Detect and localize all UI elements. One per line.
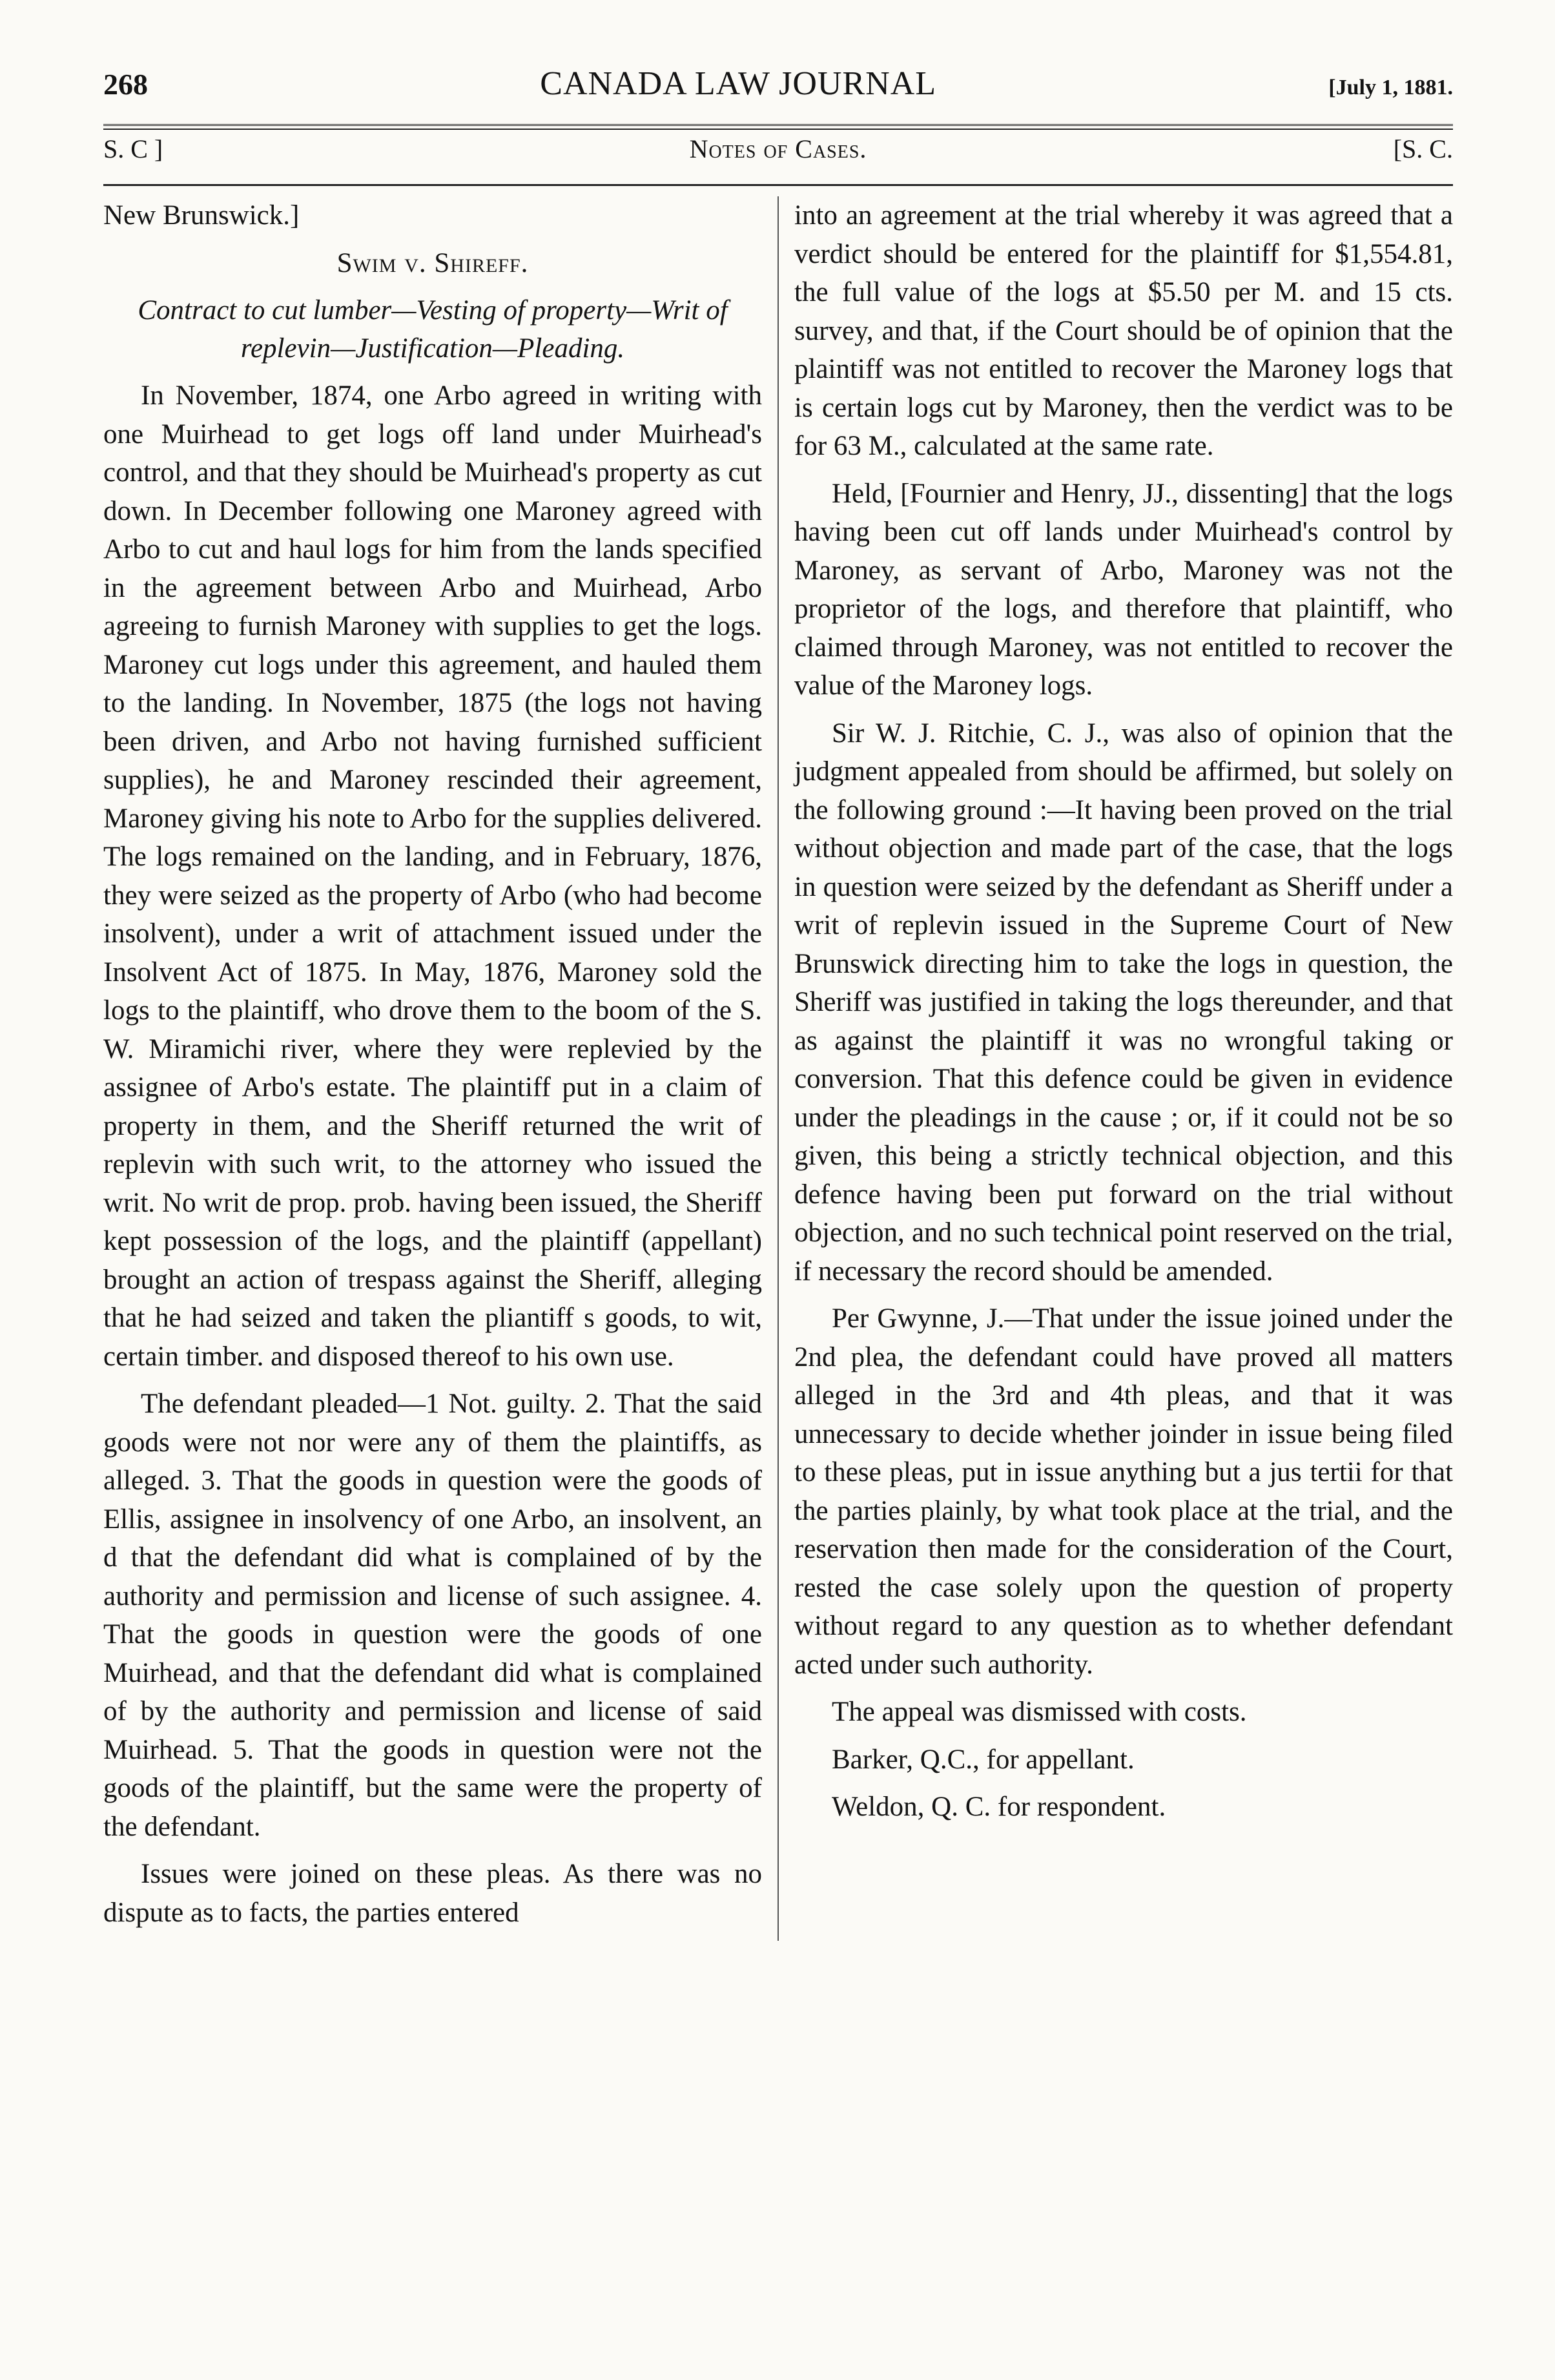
- section-rule: [103, 184, 1453, 186]
- section-header: [103, 130, 1453, 184]
- paragraph: Issues were joined on these pleas. As there was no dispute as to facts, the parties entered: [103, 1859, 762, 1928]
- page-number: 268: [103, 68, 148, 101]
- page-header: [103, 65, 1453, 124]
- right-column: [778, 196, 1453, 1941]
- case-source: New Brunswick.]: [103, 200, 300, 231]
- court-abbrev-right: [S. C.: [1393, 134, 1453, 163]
- counsel-line: Weldon, Q. C. for respondent.: [832, 1792, 1166, 1822]
- paragraph: The appeal was dismissed with costs.: [832, 1697, 1247, 1727]
- case-headnote: Contract to cut lumber—Vesting of property—Writ of replevin—Justification—Pleading.: [138, 295, 728, 364]
- paragraph: Sir W. J. Ritchie, C. J., was also of opinion that the judgment appealed from should be affirmed, but solely on the following ground :—It having been proved on the trial without objection and made part of the case, that the logs in question were seized by the defendant as Sheriff under a writ of replevin issued in the Supreme Court of New Brunswick directing him to take the logs in question, the Sheriff was justified in taking the logs thereunder, and that as against the plaintiff it was no wrongful taking or conversion. That this defence could be given in evidence under the pleadings in the cause ; or, if it could not be so given, this being a strictly technical objection, and this defence having been put forward on the trial without objection, and no such technical point reserved on the trial, if necessary the record should be amended.: [794, 718, 1453, 1287]
- court-abbrev-left: S. C ]: [103, 134, 163, 163]
- issue-date: [July 1, 1881.: [1328, 76, 1453, 99]
- journal-page: [103, 65, 1453, 1941]
- paragraph: Per Gwynne, J.—That under the issue joined under the 2nd plea, the defendant could have proved all matters alleged in the 3rd and 4th pleas, and that it was unnecessary to decide whether joinder in issue being filed to these pleas, put in issue anything but a jus tertii for that the parties plainly, by what took place at the trial, and the reservation then made for the consideration of the Court, rested the case solely upon the question of property without regard to any question as to whether defendant acted under such authority.: [794, 1303, 1453, 1680]
- header-rule: [103, 124, 1453, 130]
- counsel-line: Barker, Q.C., for appellant.: [832, 1744, 1135, 1775]
- article-columns: [103, 196, 1453, 1941]
- paragraph: into an agreement at the trial whereby it was agreed that a verdict should be entered for the plaintiff for $1,554.81, the full value of the logs at $5.50 per M. and 15 cts. survey, and that, if the Court should be of opinion that the plaintiff was not entitled to recover the Maroney logs that is certain logs cut by Maroney, then the verdict was to be for 63 M., calculated at the same rate.: [794, 200, 1453, 461]
- paragraph: Held, [Fournier and Henry, JJ., dissenting] that the logs having been cut off lands under Muirhead's control by Maroney, as servant of Arbo, Maroney was not the proprietor of the logs, and therefore that plaintiff, who claimed through Maroney, was not entitled to recover the value of the Maroney logs.: [794, 478, 1453, 701]
- section-title: Notes of Cases.: [689, 134, 867, 163]
- paragraph: In November, 1874, one Arbo agreed in writing with one Muirhead to get logs off land under Muirhead's control, and that they should be Muirhead's property as cut down. In December following one Maroney agreed with Arbo to cut and haul logs for him from the lands specified in the agreement between Arbo and Muirhead, Arbo agreeing to furnish Maroney with supplies to get the logs. Maroney cut logs under this agreement, and hauled them to the landing. In November, 1875 (the logs not having been driven, and Arbo not having furnished sufficient supplies), he and Maroney rescinded their agreement, Maroney giving his note to Arbo for the supplies delivered. The logs remained on the landing, and in February, 1876, they were seized as the property of Arbo (who had become insolvent), under a writ of attachment issued under the Insolvent Act of 1875. In May, 1876, Maroney sold the logs to the plaintiff, who drove them to the boom of the S. W. Miramichi river, where they were replevied by the assignee of Arbo's estate. The plaintiff put in a claim of property in them, and the Sheriff returned the writ of replevin with such writ, to the attorney who issued the writ. No writ de prop. prob. having been issued, the Sheriff kept possession of the logs, and the plaintiff (appellant) brought an action of trespass against the Sheriff, alleging that he had seized and taken the pliantiff s goods, to wit, certain timber. and disposed thereof to his own use.: [103, 380, 762, 1372]
- left-column: [103, 196, 778, 1941]
- paragraph: The defendant pleaded—1 Not. guilty. 2. That the said goods were not nor were any of them the plaintiffs, as alleged. 3. That the goods in question were the goods of Ellis, assignee in insolvency of one Arbo, an insolvent, an d that the defendant did what is complained of by the authority and permission and license of such assignee. 4. That the goods in question were the goods of one Muirhead, and that the defendant did what is complained of by the authority and permission and license of said Muirhead. 5. That the goods in question were not the goods of the plaintiff, but the same were the property of the defendant.: [103, 1389, 762, 1842]
- journal-title: CANADA LAW JOURNAL: [540, 65, 937, 102]
- case-title: Swim v. Shireff.: [336, 247, 529, 278]
